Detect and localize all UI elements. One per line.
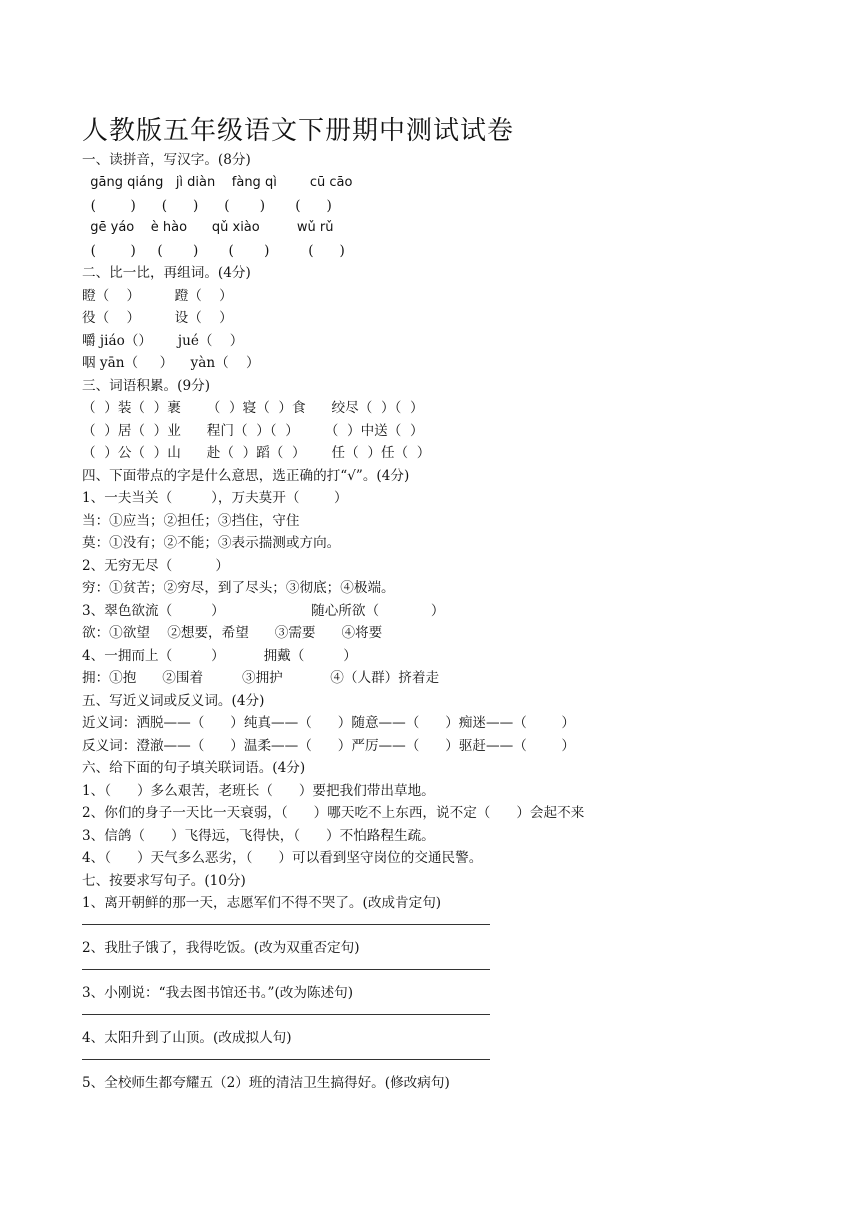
section-heading: 六、给下面的句子填关联词语。(4分) [82, 760, 306, 776]
answer-line [82, 969, 490, 970]
question-line: 穷：①贫苦；②穷尽，到了尽头；③彻底；④极端。 [82, 580, 395, 596]
section-heading: 二、比一比，再组词。(4分) [82, 265, 251, 281]
question-line: 役（ ） 设（ ） [82, 310, 233, 326]
question-line: 3、信鸽（ ）飞得远，飞得快，（ ）不怕路程生疏。 [82, 828, 435, 844]
question-line: 1、一夫当关（ ），万夫莫开（ ） [82, 490, 348, 506]
question-line: 4、（ ）天气多么恶劣，（ ）可以看到坚守岗位的交通民警。 [82, 850, 483, 866]
question-line: （ ）公（ ）山 赴（ ）蹈（ ） 任（ ）任（ ） [82, 445, 431, 461]
question-line: 莫：①没有；②不能；③表示揣测或方向。 [82, 535, 341, 551]
section-heading: 一、读拼音，写汉字。(8分) [82, 152, 251, 168]
question-line: 2、我肚子饿了，我得吃饭。(改为双重否定句) [82, 940, 360, 956]
question-line: （ ）居（ ）业 程门（ ）（ ） （ ）中送（ ） [82, 423, 424, 439]
question-line: 拥：①抱 ②围着 ③拥护 ④（人群）挤着走 [82, 670, 440, 686]
pinyin-row: gāng qiáng jì diàn fàng qì cū cāo [82, 175, 353, 190]
question-line: （ ）装（ ）裹 （ ）寝（ ）食 绞尽（ ）（ ） [82, 400, 424, 416]
question-line: 当：①应当；②担任；③挡住，守住 [82, 513, 300, 529]
answer-line [82, 1014, 490, 1015]
section-heading: 四、下面带点的字是什么意思，选正确的打“√”。(4分) [82, 468, 410, 484]
question-line: 5、全校师生都夸耀五（2）班的清洁卫生搞得好。(修改病句) [82, 1075, 450, 1091]
question-line: 瞪（ ） 蹬（ ） [82, 288, 233, 304]
answer-blanks: ( ) ( ) ( ) ( ) [82, 243, 345, 259]
question-line: 2、无穷无尽（ ） [82, 558, 230, 574]
question-line: 反义词：澄澈——（ ）温柔——（ ）严厉——（ ）驱赶——（ ） [82, 738, 575, 754]
answer-line [82, 924, 490, 925]
question-line: 咽 yān（ ） yàn（ ） [82, 355, 260, 371]
question-line: 嚼 jiáo（） jué（ ） [82, 333, 244, 349]
question-line: 欲：①欲望 ②想要，希望 ③需要 ④将要 [82, 625, 383, 641]
page-title: 人教版五年级语文下册期中测试试卷 [82, 116, 515, 146]
answer-line [82, 1059, 490, 1060]
question-line: 近义词：洒脱——（ ）纯真——（ ）随意——（ ）痴迷——（ ） [82, 715, 575, 731]
question-line: 1、（ ）多么艰苦，老班长（ ）要把我们带出草地。 [82, 783, 435, 799]
question-line: 3、小刚说：“我去图书馆还书。”(改为陈述句) [82, 985, 354, 1001]
section-heading: 七、按要求写句子。(10分) [82, 873, 246, 889]
question-line: 4、太阳升到了山顶。(改成拟人句) [82, 1030, 292, 1046]
question-line: 2、你们的身子一天比一天衰弱，（ ）哪天吃不上东西，说不定（ ）会起不来 [82, 805, 585, 821]
answer-blanks: ( ) ( ) ( ) ( ) [82, 198, 332, 214]
question-line: 1、离开朝鲜的那一天，志愿军们不得不哭了。(改成肯定句) [82, 895, 442, 911]
question-line: 4、一拥而上（ ） 拥戴（ ） [82, 648, 357, 664]
section-heading: 三、词语积累。(9分) [82, 378, 211, 394]
section-heading: 五、写近义词或反义词。(4分) [82, 693, 265, 709]
question-line: 3、翠色欲流（ ） 随心所欲（ ） [82, 603, 445, 619]
pinyin-row: gē yáo è hào qǔ xiào wǔ rǔ [82, 220, 334, 235]
